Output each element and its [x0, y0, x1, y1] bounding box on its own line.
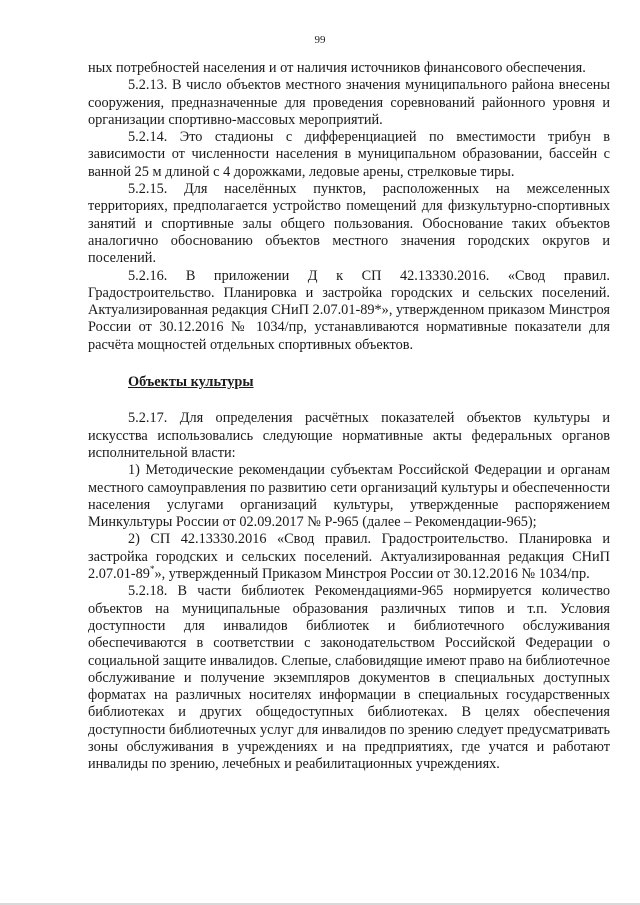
paragraph-5-2-16: 5.2.16. В приложении Д к СП 42.13330.2016. «Свод правил. Градостроительство. Планировка и застройка городских и сельских поселений. Актуализированная редакция СНиП 2.07.01-89*», утвержденном приказом Минстроя России от 30.12.2016 № 1034/пр, устанавливаются нормативные показатели для расчёта мощностей отдельных спортивных объектов.: [88, 267, 610, 353]
list-item-2: [88, 531, 610, 583]
list-item-1: 1) Методические рекомендации субъектам Российской Федерации и органам местного самоуправления по развитию сети организаций культуры и обеспеченности населения услугами организаций культуры, утвержденные распоряжением Минкультуры России от 02.09.2017 № Р-965 (далее – Рекомендации-965);: [88, 462, 610, 531]
paragraph-5-2-17: 5.2.17. Для определения расчётных показателей объектов культуры и искусства использовались следующие нормативные акты федеральных органов исполнительной власти:: [88, 410, 610, 461]
paragraph-5-2-13: 5.2.13. В число объектов местного значения муниципального района внесены сооружения, предназначенные для проведения соревнований районного уровня и организации спортивно-массовых мероприятий.: [88, 77, 610, 128]
list-item-2-part-b: », утвержденный Приказом Минстроя России от 30.12.2016 № 1034/пр.: [154, 566, 590, 583]
list-item-2-part-a: 2) СП 42.13330.2016 «Свод правил. Градостроительство. Планировка и застройка городских и сельских поселений. Актуализированная редакция СНиП 2.07.01-89: [88, 531, 610, 583]
asterisk-superscript: *: [149, 564, 155, 575]
paragraph-5-2-14: 5.2.14. Это стадионы с дифференциацией по вместимости трибун в зависимости от численности населения в муниципальном образовании, бассейн с ванной 25 м длиной с 4 дорожками, ледовые арены, стрелковые тиры.: [88, 129, 610, 180]
section-heading-culture: Объекты культуры: [128, 374, 254, 391]
document-body: [88, 60, 610, 774]
paragraph-continuation: ных потребностей населения и от наличия источников финансового обеспечения.: [88, 60, 586, 76]
page-number: 99: [314, 34, 326, 46]
paragraph-5-2-18: 5.2.18. В части библиотек Рекомендациями-965 нормируется количество объектов на муниципальные образования различных типов и т.п. Условия доступности для инвалидов библиотек и библиотечного обслуживания обеспечиваются в соответствии с законодательством Российской Федерации о социальной защите инвалидов. Слепые, слабовидящие имеют право на библиотечное обслуживание и получение экземпляров документов в специальных доступных форматах на различных носителях информации в специальных государственных библиотеках и других общедоступных библиотеках. В целях обеспечения доступности библиотечных услуг для инвалидов по зрению следует предусматривать зоны обслуживания в учреждениях и на предприятиях, где учатся и работают инвалиды по зрению, лечебных и реабилитационных учреждениях.: [88, 583, 610, 773]
paragraph-5-2-15: 5.2.15. Для населённых пунктов, расположенных на межселенных территориях, предполагается устройство помещений для физкультурно-спортивных занятий и спортивные залы общего пользования. Обоснование таких объектов аналогично обоснованию объектов местного значения городских округов и поселений.: [88, 181, 610, 267]
